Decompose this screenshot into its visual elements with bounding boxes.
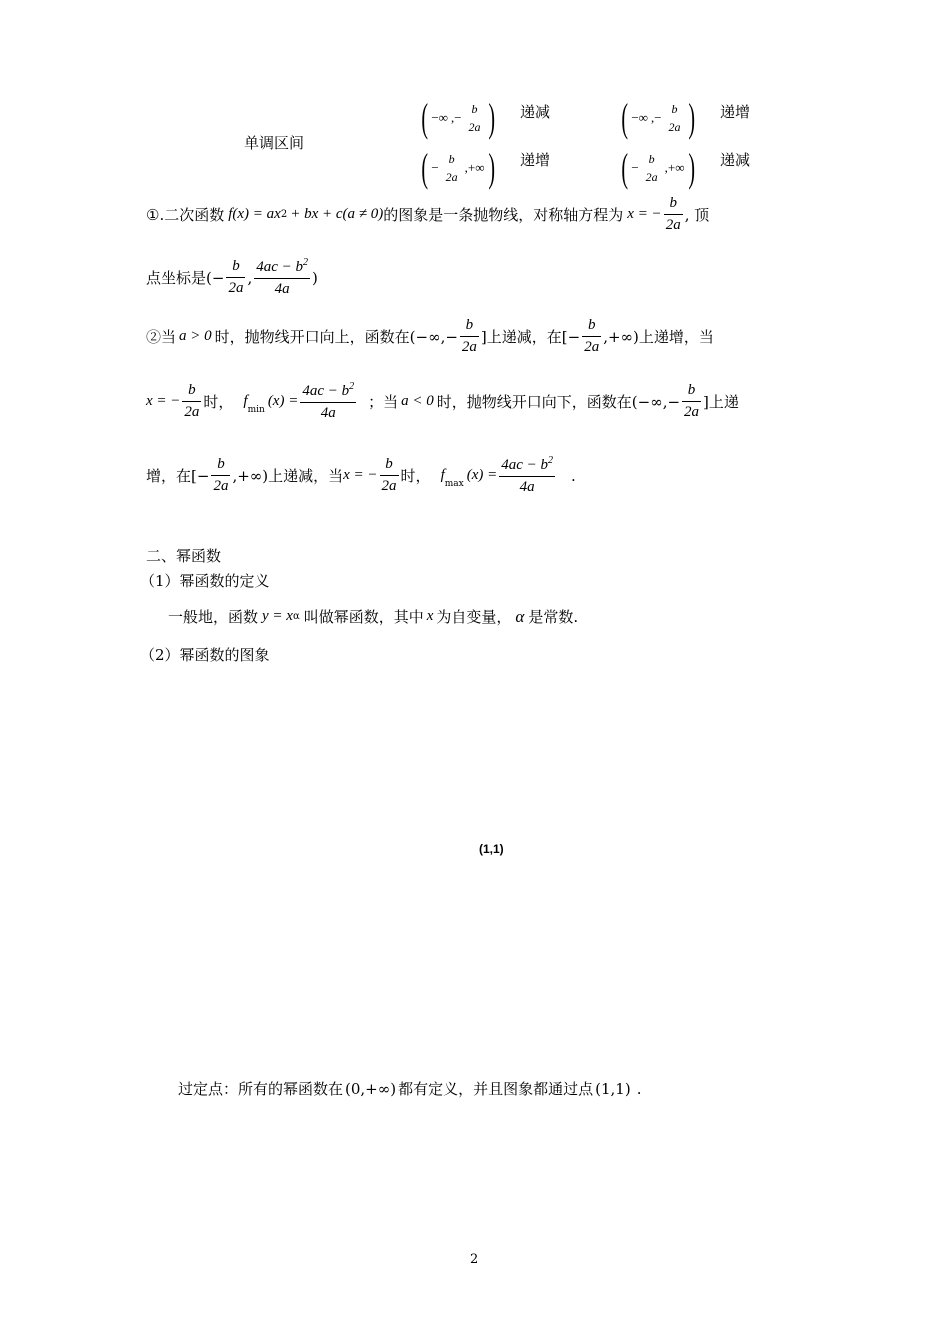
fraction: $\frac{b}{2a}$ — [665, 195, 681, 233]
interval-frac: b 2a — [645, 152, 658, 184]
formula: a > 0 — [179, 328, 212, 344]
interval-cell-4: ( − b 2a ,+∞ ) — [621, 145, 695, 190]
formula: ) — [312, 268, 318, 287]
formula: (−∞,− — [409, 327, 458, 346]
formula: y = x — [262, 608, 293, 624]
interval-frac: b 2a — [468, 102, 481, 134]
formula: ] — [703, 392, 709, 411]
text: 上递减，当 — [268, 467, 344, 485]
text: 为自变量， — [436, 608, 512, 626]
fixed-point-line — [178, 1078, 641, 1099]
formula: x — [426, 608, 434, 624]
text: 上递 — [708, 393, 739, 411]
formula: (0,+∞) — [345, 1079, 397, 1098]
text: ②当 — [146, 328, 177, 346]
text: 过定点：所有的幂函数在 — [178, 1080, 344, 1098]
formula: ,+∞) — [232, 466, 269, 485]
text: . — [571, 466, 576, 485]
formula: [− — [561, 327, 581, 346]
text: 都有定义，并且图象都通过点 — [398, 1080, 594, 1098]
fraction: $\frac{4ac - b^2}{4a}$ — [302, 381, 355, 421]
text: 时， — [203, 393, 234, 411]
interval-cell-3: ( − b 2a ,+∞ ) — [421, 145, 495, 190]
formula: ,+∞) — [603, 327, 639, 346]
text: 叫做幂函数，其中 — [303, 608, 424, 626]
page-number: 2 — [470, 1252, 479, 1267]
interval-left: −∞ — [631, 110, 648, 125]
fraction: $\frac{b}{2a}$ — [213, 456, 229, 494]
formula: + bx + c(a ≠ 0) — [290, 206, 384, 222]
text: . — [636, 1079, 642, 1098]
subscript: max — [444, 478, 464, 489]
formula: x = − — [146, 393, 181, 409]
interval-cell-1: ( −∞ ,− b 2a ) — [421, 95, 495, 140]
interval-state-2: 递增 — [720, 103, 751, 121]
interval-frac: b 2a — [445, 152, 458, 184]
text: 增，在 — [146, 467, 192, 485]
text: ；当 — [368, 393, 399, 411]
formula: f — [440, 467, 445, 483]
text: 上递增，当 — [638, 328, 714, 346]
subheading-graph: （2）幂函数的图象 — [140, 646, 270, 664]
superscript: 2 — [280, 209, 288, 220]
fraction: $\frac{4ac - b^2}{4a}$ — [501, 455, 554, 495]
paragraph-2-line-2 — [146, 382, 739, 421]
graph-point-label: (1,1) — [479, 842, 504, 856]
text: 二次函数 — [164, 206, 225, 224]
formula: (x) = — [267, 393, 299, 409]
formula: [− — [191, 466, 210, 485]
section-heading: 二、幂函数 — [146, 547, 222, 565]
interval-left: −∞ — [431, 110, 448, 125]
interval-state-1: 递减 — [520, 103, 551, 121]
text: 上递减，在 — [486, 328, 562, 346]
interval-state-4: 递减 — [720, 151, 751, 169]
formula: (− — [206, 268, 225, 287]
subscript: min — [247, 404, 265, 415]
fraction: $\frac{b}{2a}$ — [461, 317, 477, 355]
formula: a < 0 — [401, 393, 434, 409]
formula: f — [243, 393, 248, 409]
interval-sign: − — [431, 160, 439, 175]
formula: (x) = — [466, 467, 498, 483]
text: 时，抛物线开口向下，函数在 — [436, 393, 632, 411]
formula: (−∞,− — [631, 392, 681, 411]
formula: x = − — [627, 206, 662, 222]
interval-sign: ,− — [450, 110, 462, 125]
fraction: $\frac{b}{2a}$ — [684, 382, 700, 420]
text: 一般地，函数 — [168, 608, 259, 626]
text: 点坐标是 — [146, 269, 207, 287]
interval-sign: ,− — [650, 110, 662, 125]
interval-right: ,+∞ — [664, 160, 685, 175]
interval-state-3: 递增 — [520, 151, 551, 169]
formula: x = − — [343, 467, 378, 483]
formula: (1,1) — [595, 1079, 631, 1098]
marker: ①. — [146, 205, 165, 224]
paragraph-2-line-3 — [146, 456, 576, 495]
text: 时，抛物线开口向上，函数在 — [214, 328, 410, 346]
definition-line — [168, 606, 578, 627]
formula: ] — [480, 327, 487, 346]
fraction: $\frac{b}{2a}$ — [184, 382, 200, 420]
interval-right: ,+∞ — [464, 160, 485, 175]
table-row-label: 单调区间 — [244, 134, 305, 152]
formula: , — [247, 268, 253, 287]
formula: α — [515, 606, 525, 626]
paragraph-2-line-1 — [146, 318, 714, 355]
paragraph-1-line-2 — [146, 258, 318, 297]
fraction: $\frac{4ac - b^2}{4a}$ — [256, 257, 308, 297]
fraction: $\frac{b}{2a}$ — [584, 317, 600, 355]
formula: f(x) = ax — [228, 206, 281, 222]
text: 时， — [400, 467, 431, 485]
subheading-definition: （1）幂函数的定义 — [140, 572, 270, 590]
fraction: $\frac{b}{2a}$ — [228, 258, 244, 296]
paragraph-1-line-1 — [146, 196, 709, 233]
text: 的图象是一条抛物线，对称轴方程为 — [383, 206, 624, 224]
fraction: $\frac{b}{2a}$ — [381, 456, 397, 494]
interval-cell-2: ( −∞ ,− b 2a ) — [621, 95, 695, 140]
interval-frac: b 2a — [668, 102, 681, 134]
text: , 顶 — [684, 206, 710, 224]
text: 是常数. — [528, 608, 579, 626]
interval-sign: − — [631, 160, 639, 175]
superscript: α — [292, 611, 300, 622]
